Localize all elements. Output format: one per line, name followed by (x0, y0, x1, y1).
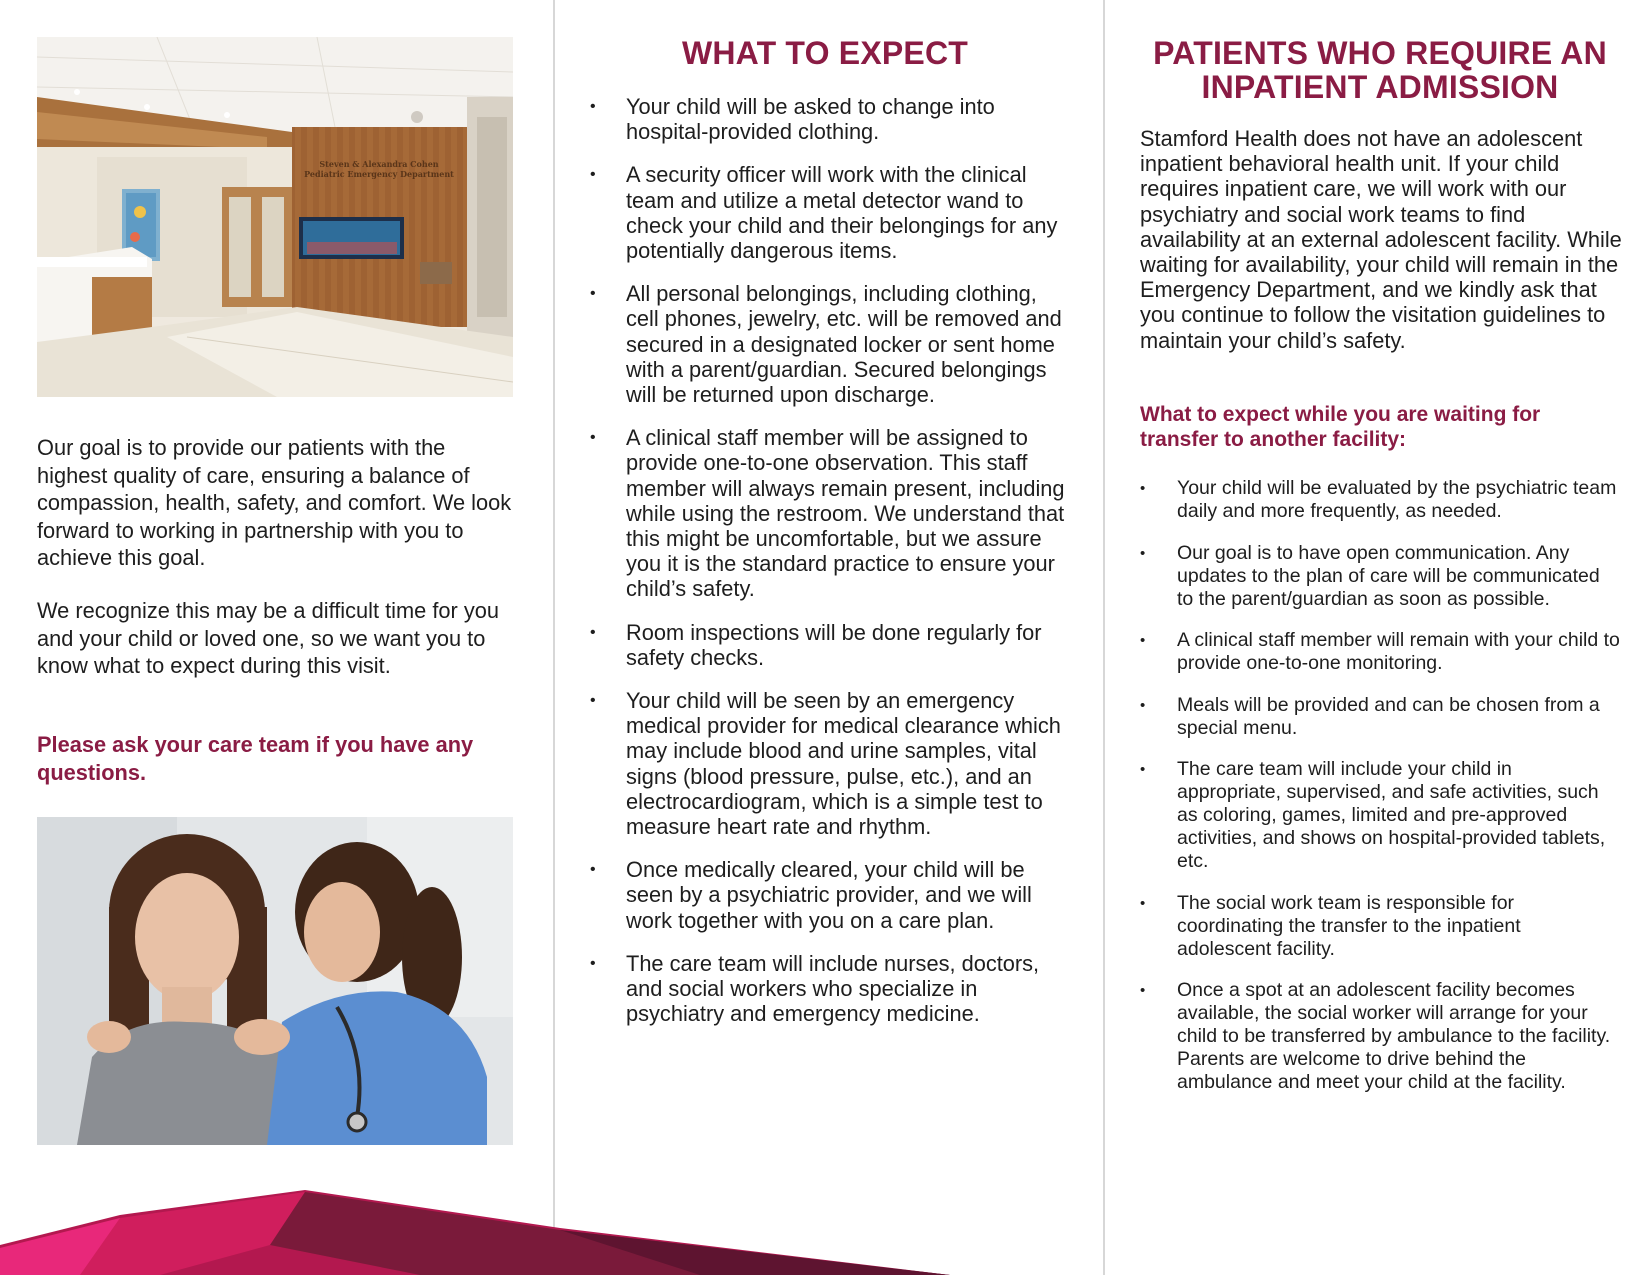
column-divider-right (1103, 0, 1105, 1275)
list-item: • Your child will be asked to change into hospital-provided clothing. (590, 94, 1068, 144)
what-to-expect-heading: WHAT TO EXPECT (681, 35, 969, 71)
department-sign-line-2: Pediatric Emergency Department (304, 169, 454, 179)
list-item: • Meals will be provided and can be chosen from a special menu. (1140, 694, 1620, 740)
list-item: • A clinical staff member will be assigned to provide one-to-one observation. This staff member will always remain present, including while using the restroom. We understand that this might be uncomfortable, but we assure you it is the standard practice to ensure your child’s safety. (590, 425, 1068, 601)
list-item: • Our goal is to have open communication. Any updates to the plan of care will be communicated to the parent/guardian as soon as possible. (1140, 542, 1620, 611)
inpatient-paragraph: Stamford Health does not have an adolescent inpatient behavioral health unit. If your child requires inpatient care, we will work with our psychiatry and social work teams to find availability at an external adolescent facility. While waiting for availability, your child will remain in the Emergency Department, and we kindly ask that you continue to follow the visitation guidelines to maintain your child’s safety. (1140, 126, 1622, 353)
list-item: • A security officer will work with the clinical team and utilize a metal detector wand to check your child and their belongings for any potentially dangerous items. (590, 162, 1068, 263)
list-item: • Once a spot at an adolescent facility becomes available, the social worker will arrange for your child to be transferred by ambulance to the facility. Parents are welcome to drive behind the ambulance and meet your child at the facility. (1140, 979, 1620, 1094)
department-sign-line-1: Steven & Alexandra Cohen (319, 159, 439, 169)
list-item: • The social work team is responsible for coordinating the transfer to the inpatient adolescent facility. (1140, 892, 1620, 961)
what-to-expect-list (590, 94, 1068, 1045)
intro-paragraph-goal: Our goal is to provide our patients with the highest quality of care, ensuring a balance of compassion, health, safety, and comfort. We look forward to working in partnership with you to achieve this goal. (37, 435, 512, 570)
column-divider-left (553, 0, 555, 1275)
waiting-list (1140, 477, 1620, 1113)
lobby-photo (37, 37, 513, 397)
list-item: • Your child will be seen by an emergency medical provider for medical clearance which may include blood and urine samples, vital signs (blood pressure, pulse, etc.), and an electrocardiogram, which is a simple test to measure heart rate and rhythm. (590, 688, 1068, 839)
list-item: • The care team will include nurses, doctors, and social workers who specialize in psychiatry and emergency medicine. (590, 951, 1068, 1027)
decorative-footer-band (0, 1190, 950, 1275)
list-item: • A clinical staff member will remain with your child to provide one-to-one monitoring. (1140, 629, 1620, 675)
department-sign (299, 159, 459, 179)
list-item: • Room inspections will be done regularly for safety checks. (590, 620, 1068, 670)
questions-callout: Please ask your care team if you have any questions. (37, 732, 474, 785)
list-item: • The care team will include your child in appropriate, supervised, and safe activities, such as coloring, games, limited and pre-approved activities, and shows on hospital-provided tablets, etc. (1140, 758, 1620, 873)
list-item: • Once medically cleared, your child will be seen by a psychiatric provider, and we will work together with you on a care plan. (590, 857, 1068, 933)
list-item: • Your child will be evaluated by the psychiatric team daily and more frequently, as needed. (1140, 477, 1620, 523)
waiting-subheading: What to expect while you are waiting for transfer to another facility: (1140, 403, 1541, 451)
inpatient-admission-heading: PATIENTS WHO REQUIRE AN INPATIENT ADMISSION (1153, 35, 1607, 105)
intro-paragraph-difficult-time: We recognize this may be a difficult time for you and your child or loved one, so we want you to know what to expect during this visit. (37, 598, 499, 678)
nurse-comforting-teen-photo (37, 817, 513, 1145)
list-item: • All personal belongings, including clothing, cell phones, jewelry, etc. will be removed and secured in a designated locker or sent home with a parent/guardian. Secured belongings will be returned upon discharge. (590, 281, 1068, 407)
